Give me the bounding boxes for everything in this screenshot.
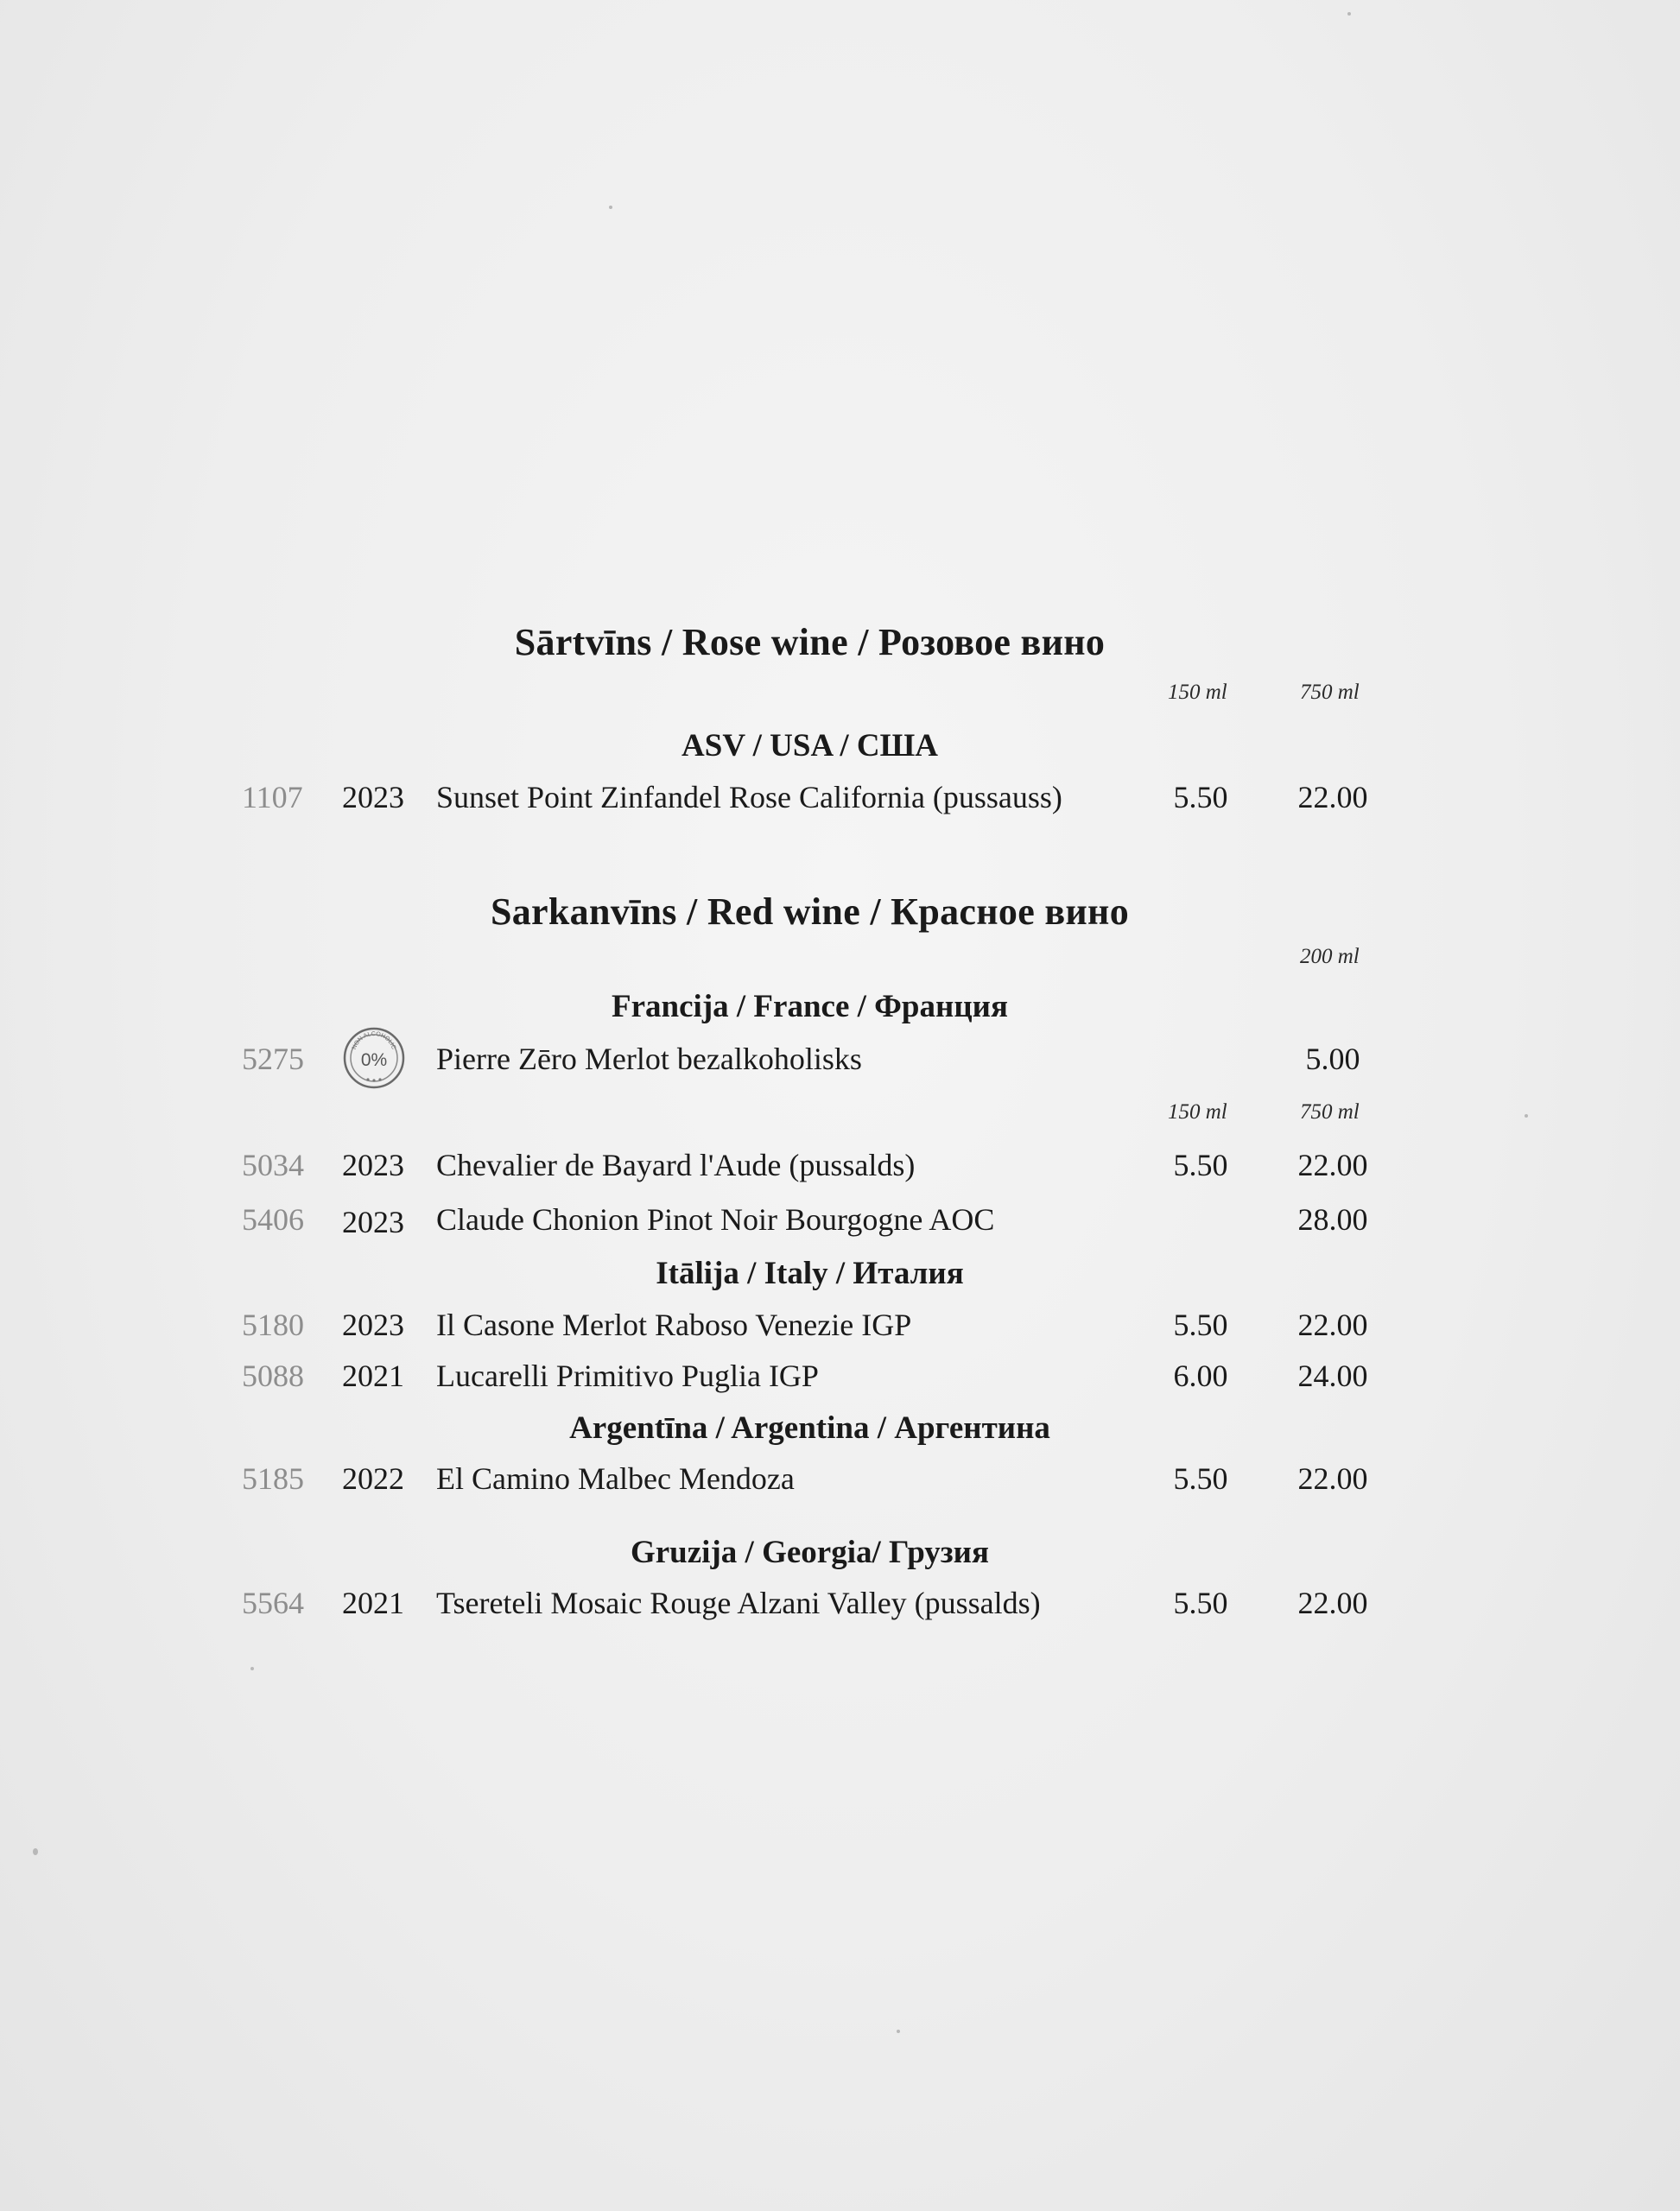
wine-row: [0, 1307, 1680, 1350]
country-heading-georgia: Gruzija / Georgia/ Грузия: [630, 1535, 990, 1570]
wine-row: [0, 1358, 1680, 1401]
wine-code: 5406: [242, 1202, 304, 1237]
volume-header-750: 750 ml: [1300, 1100, 1360, 1124]
price-150ml: 5.50: [1173, 1586, 1228, 1620]
country-heading-usa: ASV / USA / США: [682, 728, 938, 763]
wine-name: Sunset Point Zinfandel Rose California (pussauss): [436, 780, 1062, 814]
wine-year: 2022: [342, 1461, 404, 1496]
wine-year: 2021: [342, 1586, 404, 1620]
wine-name: El Camino Malbec Mendoza: [436, 1461, 795, 1496]
paper-speck: [1347, 12, 1351, 16]
wine-name: Claude Chonion Pinot Noir Bourgogne AOC: [436, 1202, 995, 1237]
country-heading-france: Francija / France / Франция: [612, 989, 1008, 1024]
price-200ml: 5.00: [1305, 1042, 1360, 1076]
paper-speck: [1525, 1114, 1528, 1118]
volume-header-200: 200 ml: [1300, 945, 1360, 968]
wine-code: 5564: [242, 1586, 304, 1620]
wine-name: Pierre Zēro Merlot bezalkoholisks: [436, 1042, 862, 1076]
wine-code: 5275: [242, 1042, 304, 1076]
volume-header-750: 750 ml: [1300, 681, 1360, 704]
wine-row: [0, 1147, 1680, 1190]
paper-speck: [33, 1848, 38, 1855]
wine-name: Tsereteli Mosaic Rouge Alzani Valley (pussalds): [436, 1586, 1041, 1620]
volume-header-150: 150 ml: [1168, 681, 1227, 704]
section-title-red: Sarkanvīns / Red wine / Красное вино: [490, 890, 1130, 933]
price-750ml: 22.00: [1297, 1148, 1368, 1182]
wine-row: [0, 1460, 1680, 1504]
price-750ml: 22.00: [1297, 780, 1368, 814]
section-title-rose: Sārtvīns / Rose wine / Розовое вино: [514, 621, 1106, 663]
wine-year: 2021: [342, 1359, 404, 1393]
wine-code: 1107: [242, 780, 303, 814]
price-150ml: 6.00: [1173, 1359, 1228, 1393]
wine-name: Il Casone Merlot Raboso Venezie IGP: [436, 1308, 912, 1342]
price-750ml: 28.00: [1297, 1202, 1368, 1237]
paper-speck: [250, 1667, 254, 1670]
wine-row-alcohol-free: [0, 1030, 1680, 1084]
wine-code: 5180: [242, 1308, 304, 1342]
wine-row: [0, 1201, 1680, 1245]
wine-name: Chevalier de Bayard l'Aude (pussalds): [436, 1148, 916, 1182]
wine-year: 2023: [342, 780, 404, 814]
volume-header-150: 150 ml: [1168, 1100, 1227, 1124]
wine-code: 5034: [242, 1148, 304, 1182]
price-750ml: 22.00: [1297, 1461, 1368, 1496]
paper-speck: [897, 2030, 900, 2033]
price-150ml: 5.50: [1173, 1461, 1228, 1496]
wine-year: 2023: [342, 1205, 404, 1239]
wine-code: 5185: [242, 1461, 304, 1496]
price-150ml: 5.50: [1173, 1308, 1228, 1342]
wine-row: [0, 779, 1680, 822]
country-heading-argentina: Argentīna / Argentina / Аргентина: [569, 1410, 1050, 1446]
price-750ml: 22.00: [1297, 1586, 1368, 1620]
price-150ml: 5.50: [1173, 780, 1228, 814]
svg-text:0%: 0%: [360, 1050, 388, 1070]
wine-year: 2023: [342, 1308, 404, 1342]
wine-year: 2023: [342, 1148, 404, 1182]
price-750ml: 22.00: [1297, 1308, 1368, 1342]
svg-text:NON ALCOHOLIC: NON ALCOHOLIC: [351, 1030, 397, 1051]
price-750ml: 24.00: [1297, 1359, 1368, 1393]
wine-row: [0, 1585, 1680, 1628]
zero-percent-badge-icon: [342, 1026, 406, 1090]
country-heading-italy: Itālija / Italy / Италия: [656, 1256, 964, 1291]
wine-code: 5088: [242, 1359, 304, 1393]
wine-name: Lucarelli Primitivo Puglia IGP: [436, 1359, 819, 1393]
price-150ml: 5.50: [1173, 1148, 1228, 1182]
paper-speck: [609, 206, 612, 209]
